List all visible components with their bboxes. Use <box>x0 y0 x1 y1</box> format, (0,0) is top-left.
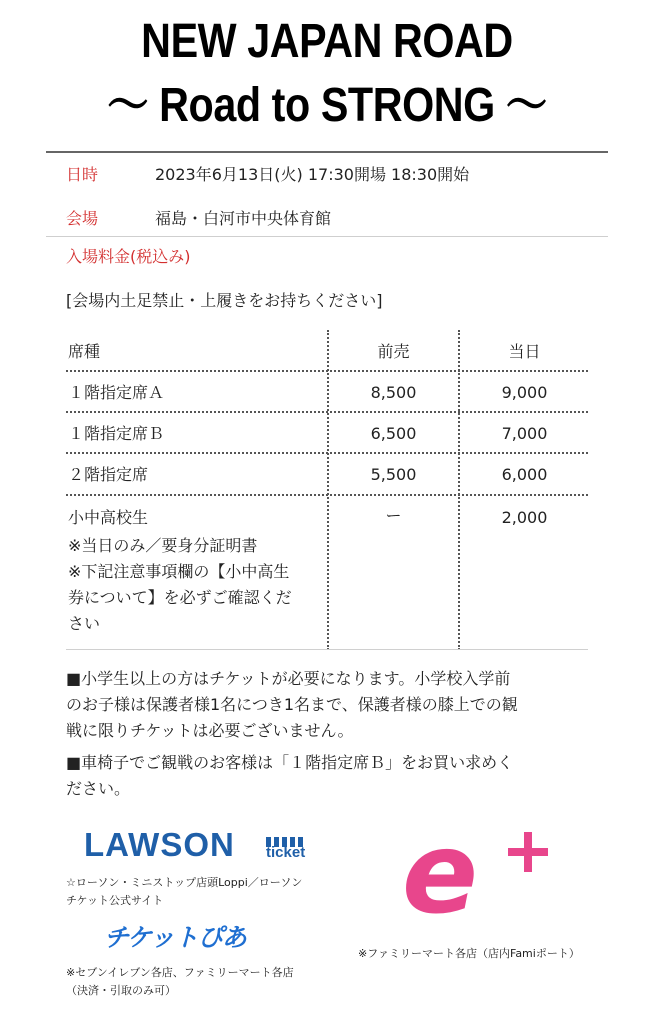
table-cell-advance: 6,500 <box>370 424 417 443</box>
lawson-logo-subtext: ticket <box>266 844 306 861</box>
caption-line: （決済・引取のみ可） <box>66 984 176 997</box>
notice-line: ださい。 <box>66 779 131 798</box>
children-ticket-notice <box>66 666 518 744</box>
table-header-seat: 席種 <box>68 342 101 361</box>
table-cell-advance: 8,500 <box>370 383 417 402</box>
table-row-divider <box>66 411 588 413</box>
table-cell-advance: 5,500 <box>370 465 417 484</box>
table-cell-advance: ー <box>385 506 402 525</box>
table-cell-day: 7,000 <box>501 424 548 443</box>
caption-line: ☆ローソン・ミニストップ店頭Loppi／ローソン <box>66 876 303 889</box>
eplus-logo-e: e <box>402 820 478 920</box>
table-cell-seat: ２階指定席 <box>68 465 149 484</box>
info-divider <box>46 236 608 237</box>
student-note-line: さい <box>68 614 101 633</box>
notice-line: ■車椅子でご観戦のお客様は「１階指定席Ｂ」をお買い求めく <box>66 753 514 772</box>
table-cell-day: 6,000 <box>501 465 548 484</box>
venue-label: 会場 <box>66 209 99 228</box>
plus-icon-horizontal <box>508 848 548 856</box>
table-header-advance: 前売 <box>377 342 410 361</box>
table-row-divider <box>66 452 588 454</box>
page-subtitle: ～ Road to STRONG ～ <box>107 79 547 132</box>
page-title: NEW JAPAN ROAD <box>141 15 513 68</box>
fee-heading: 入場料金(税込み) <box>66 247 191 266</box>
student-note-line: 券について】を必ずご確認くだ <box>68 588 292 607</box>
table-cell-seat: １階指定席Ｂ <box>68 424 165 443</box>
table-column-divider <box>327 330 329 650</box>
notice-line: 戦に限りチケットは必要ございません。 <box>66 721 354 740</box>
table-column-divider <box>458 330 460 650</box>
table-cell-seat: １階指定席Ａ <box>68 383 165 402</box>
date-value: 2023年6月13日(火) 17:30開場 18:30開始 <box>155 165 470 184</box>
notice-line: ■小学生以上の方はチケットが必要になります。小学校入学前 <box>66 669 511 688</box>
table-cell-day: 9,000 <box>501 383 548 402</box>
lawson-ticket-logo[interactable] <box>84 826 314 864</box>
date-label: 日時 <box>66 165 99 184</box>
lawson-bars-icon <box>266 832 312 842</box>
caption-line: ※セブンイレブン各店、ファミリーマート各店 <box>66 966 294 979</box>
venue-value: 福島・白河市中央体育館 <box>155 209 332 228</box>
table-cell-day: 2,000 <box>501 508 548 527</box>
table-header-day: 当日 <box>508 342 541 361</box>
notice-line: のお子様は保護者様1名につき1名まで、保護者様の膝上での観 <box>66 695 518 714</box>
eplus-caption <box>358 945 580 963</box>
student-note-line: ※当日のみ／要身分証明書 <box>68 536 258 555</box>
table-cell-seat: 小中高校生 <box>68 508 149 527</box>
footwear-note: [会場内土足禁止・上履きをお持ちください] <box>66 291 383 310</box>
ticket-pia-logo[interactable]: チケットぴあ <box>104 923 246 952</box>
lawson-logo-text: LAWSON <box>84 826 235 863</box>
table-bottom-border <box>66 649 588 650</box>
table-row-divider <box>66 494 588 496</box>
pia-caption <box>66 964 294 1000</box>
student-ticket-notes <box>68 533 323 637</box>
eplus-logo[interactable] <box>398 820 568 920</box>
student-note-line: ※下記注意事項欄の【小中高生 <box>68 562 290 581</box>
table-row-divider <box>66 370 588 372</box>
lawson-caption <box>66 874 302 910</box>
wheelchair-notice <box>66 750 513 802</box>
caption-line: チケット公式サイト <box>66 894 164 907</box>
title-divider <box>46 151 608 153</box>
caption-line: ※ファミリーマート各店（店内Famiポート） <box>358 947 580 960</box>
